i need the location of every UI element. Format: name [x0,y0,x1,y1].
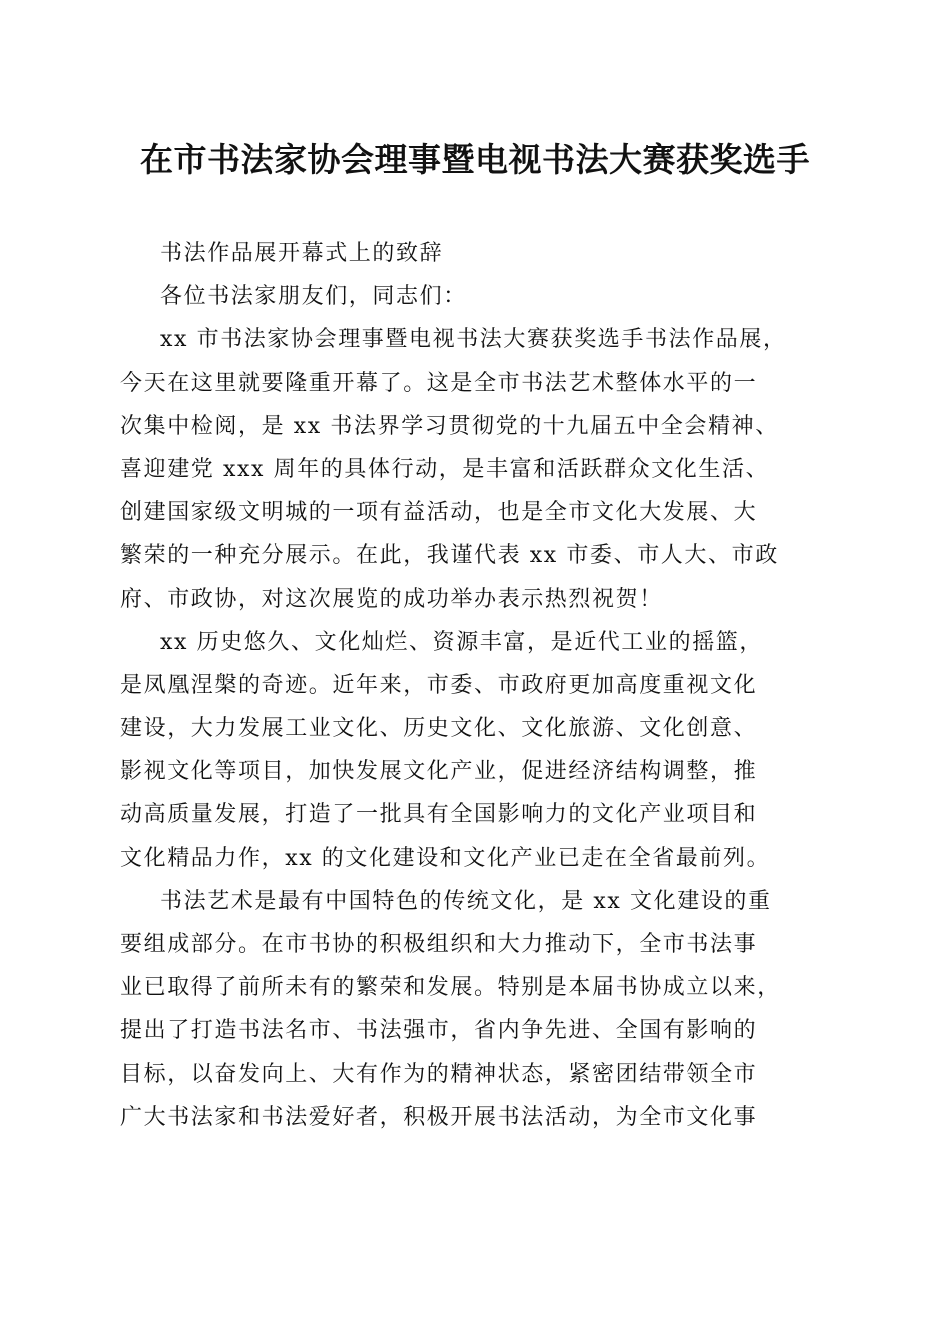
paragraph-3-line: 书法艺术是最有中国特色的传统文化，是 xx 文化建设的重 [160,888,772,914]
paragraph-3-line: 目标，以奋发向上、大有作为的精神状态，紧密团结带领全市 [120,1061,758,1087]
body-line-subtitle: 书法作品展开幕式上的致辞 [160,241,444,266]
paragraph-1-line: 创建国家级文明城的一项有益活动，也是全市文化大发展、大 [120,500,758,526]
paragraph-2-line: 文化精品力作，xx 的文化建设和文化产业已走在全省最前列。 [120,845,771,871]
paragraph-1-line: 繁荣的一种充分展示。在此，我谨代表 xx 市委、市人大、市政 [120,543,779,569]
paragraph-2-line: 动高质量发展，打造了一批具有全国影响力的文化产业项目和 [120,802,758,828]
paragraph-1-line: 今天在这里就要隆重开幕了。这是全市书法艺术整体水平的一 [120,370,758,396]
paragraph-1-line: 喜迎建党 xxx 周年的具体行动，是丰富和活跃群众文化生活、 [120,456,770,482]
paragraph-3-line: 要组成部分。在市书协的积极组织和大力推动下，全市书法事 [120,932,758,957]
paragraph-3-line: 业已取得了前所未有的繁荣和发展。特别是本届书协成立以来， [120,975,781,1001]
paragraph-1-line: xx 市书法家协会理事暨电视书法大赛获奖选手书法作品展， [160,327,787,353]
paragraph-2-line: 影视文化等项目，加快发展文化产业，促进经济结构调整，推 [120,759,758,785]
paragraph-2-line: 是凤凰涅槃的奇迹。近年来，市委、市政府更加高度重视文化 [120,672,758,698]
paragraph-2-line: xx 历史悠久、文化灿烂、资源丰富，是近代工业的摇篮， [160,629,764,655]
document-title: 在市书法家协会理事暨电视书法大赛获奖选手 [140,140,810,179]
body-line-salutation: 各位书法家朋友们，同志们： [160,284,467,310]
paragraph-3-line: 广大书法家和书法爱好者，积极开展书法活动，为全市文化事 [120,1104,758,1130]
paragraph-2-line: 建设，大力发展工业文化、历史文化、文化旅游、文化创意、 [120,716,758,742]
paragraph-1-line: 次集中检阅，是 xx 书法界学习贯彻党的十九届五中全会精神、 [120,413,779,439]
paragraph-3-line: 提出了打造书法名市、书法强市，省内争先进、全国有影响的 [120,1018,758,1044]
paragraph-1-line: 府、市政协，对这次展览的成功举办表示热烈祝贺！ [120,586,663,612]
document-body [120,232,832,1139]
